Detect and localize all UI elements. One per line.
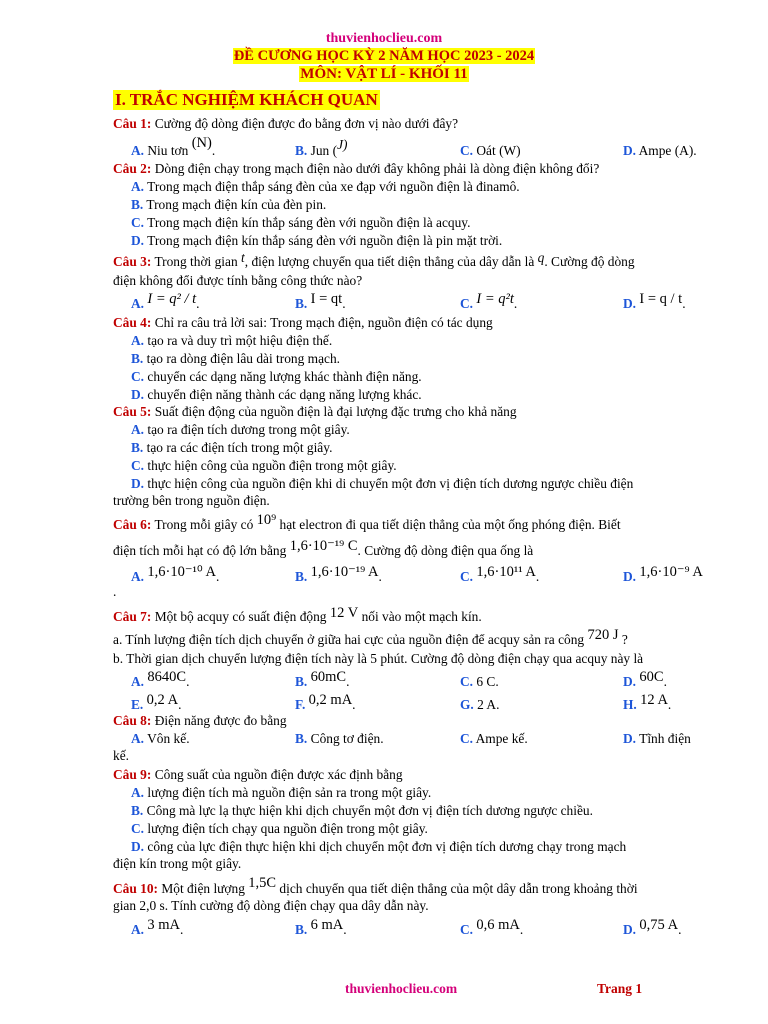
q1-option-a	[131, 135, 216, 160]
option-text: thực hiện công của nguồn điện trong một giây.	[147, 458, 397, 473]
option-end: .	[667, 697, 672, 712]
question-7	[113, 605, 482, 626]
question-8	[113, 713, 287, 728]
option-text: Ampe kế.	[475, 731, 528, 746]
q6-option-a	[131, 564, 220, 586]
option-text: Vôn kế.	[147, 731, 190, 746]
option-math: I = qt	[310, 291, 343, 307]
option-label: B.	[131, 351, 144, 366]
option-label: A.	[131, 333, 145, 348]
q6-option-d	[623, 564, 703, 586]
option-end: .	[346, 674, 350, 689]
q5-option-c	[131, 458, 397, 473]
option-label: C.	[460, 569, 474, 584]
option-end: .	[178, 697, 182, 712]
q2-option-a	[131, 179, 520, 194]
question-text: dịch chuyển qua tiết diện thẳng của một dây dẫn trong khoảng thời	[279, 881, 638, 896]
option-label: D.	[623, 922, 637, 937]
option-end: .	[678, 922, 682, 937]
option-text: tạo ra các điện tích trong một giây.	[146, 440, 333, 455]
option-label: D.	[131, 476, 145, 491]
q5-option-a	[131, 422, 350, 437]
option-math: 1,6·10¹¹ A	[476, 564, 536, 580]
q2-option-d	[131, 233, 502, 248]
question-9	[113, 767, 403, 782]
option-math: 1,6·10⁻¹⁰ A	[147, 564, 216, 580]
option-label: E.	[131, 697, 144, 712]
q7-option-f	[295, 692, 356, 714]
option-math: I = q² / t	[147, 291, 197, 307]
option-text: 6 C.	[476, 674, 499, 689]
q7-part-a	[113, 627, 628, 649]
question-3	[113, 250, 635, 269]
question-text: Trong thời gian	[154, 254, 238, 269]
option-math: (N)	[191, 135, 212, 151]
q6-option-c	[460, 564, 540, 586]
q8-option-a	[131, 731, 190, 746]
q4-option-c	[131, 369, 422, 384]
option-text: thực hiện công của nguồn điện khi di chuyển một đơn vị điện tích dương ngược chiều điện	[147, 476, 634, 491]
option-text: Tĩnh điện	[639, 731, 691, 746]
q3-option-d	[623, 291, 686, 313]
option-text: Ampe (A).	[638, 143, 697, 158]
option-text: Trong mạch điện kín thắp sáng đèn với nguồn điện là pin mặt trời.	[147, 233, 503, 248]
option-text: Trong mạch điện kín của đèn pin.	[146, 197, 327, 212]
document-subtitle-text: MÔN: VẬT LÍ - KHỐI 11	[300, 66, 468, 82]
question-text: Cường độ dòng điện được đo bằng đơn vị nào dưới đây?	[154, 116, 459, 131]
option-end: .	[535, 569, 540, 584]
option-label: A.	[131, 674, 145, 689]
question-text: . Cường độ dòng	[544, 254, 635, 269]
option-math: 0,2 A	[146, 692, 179, 708]
option-label: C.	[460, 674, 474, 689]
option-text: công của lực điện thực hiện khi dịch chuyển một đơn vị điện tích dương chạy trong mạch	[147, 839, 627, 854]
q10-line2: gian 2,0 s. Tính cường độ dòng điện chạy qua dây dẫn này.	[113, 898, 429, 913]
option-text: tạo ra dòng điện lâu dài trong mạch.	[146, 351, 341, 366]
option-end: .	[180, 922, 184, 937]
option-label: C.	[460, 143, 474, 158]
question-number: Câu 4:	[113, 315, 152, 330]
option-end: .	[343, 922, 347, 937]
option-text: 2 A.	[477, 697, 500, 712]
q3-option-c	[460, 291, 518, 313]
option-label: F.	[295, 697, 306, 712]
q10-option-b	[295, 917, 347, 939]
option-end: .	[378, 569, 382, 584]
math-value: 12 V	[329, 605, 359, 621]
option-label: C.	[460, 731, 474, 746]
question-number: Câu 3:	[113, 254, 152, 269]
question-number: Câu 10:	[113, 881, 159, 896]
option-label: A.	[131, 179, 145, 194]
option-label: D.	[131, 839, 145, 854]
option-math: 60mC	[310, 669, 347, 685]
question-text: Suất điện động của nguồn điện là đại lượng đặc trưng cho khả năng	[154, 404, 517, 419]
option-end: .	[682, 296, 686, 311]
option-math: 3 mA	[147, 917, 181, 933]
q1-option-b	[295, 137, 348, 158]
q10-option-a	[131, 917, 184, 939]
option-label: A.	[131, 785, 145, 800]
question-number: Câu 6:	[113, 517, 152, 532]
document-title	[0, 48, 768, 65]
q7-option-a	[131, 669, 190, 691]
footer-page-number: Trang 1	[597, 981, 643, 996]
math-var: q	[537, 250, 545, 265]
option-math: J)	[337, 137, 348, 152]
option-math: 6 mA	[310, 917, 344, 933]
q4-option-d	[131, 387, 422, 402]
q9-option-d-line2: điện kín trong một giây.	[113, 856, 242, 871]
option-label: D.	[131, 233, 145, 248]
option-label: A.	[131, 422, 145, 437]
question-number: Câu 9:	[113, 767, 152, 782]
question-number: Câu 7:	[113, 609, 152, 624]
q2-option-c	[131, 215, 470, 230]
option-end: .	[215, 569, 220, 584]
option-text: Jun (	[310, 143, 338, 158]
question-6	[113, 512, 621, 534]
option-text: lượng điện tích mà nguồn điện sản ra trong một giây.	[147, 785, 432, 800]
option-end: .	[513, 296, 518, 311]
option-label: B.	[295, 731, 308, 746]
q5-option-d	[131, 476, 633, 491]
q7-part-b: b. Thời gian dịch chuyển lượng điện tích này là 5 phút. Cường độ dòng điện chạy qua acquy này là	[113, 651, 644, 666]
option-end: .	[196, 296, 200, 311]
option-label: B.	[295, 922, 308, 937]
question-10	[113, 875, 638, 898]
option-label: D.	[623, 731, 637, 746]
math-value: 720 J	[587, 627, 619, 643]
option-label: C.	[131, 458, 145, 473]
option-label: B.	[295, 296, 308, 311]
question-number: Câu 2:	[113, 161, 152, 176]
q7-option-g	[460, 697, 499, 712]
option-text: Trong mạch điện thắp sáng đèn của xe đạp với nguồn điện là đinamô.	[147, 179, 520, 194]
question-text: hạt electron đi qua tiết diện thẳng của một ống phóng điện. Biết	[279, 517, 621, 532]
option-label: B.	[295, 674, 308, 689]
option-text: Niu tơn	[147, 143, 189, 158]
q9-option-b	[131, 803, 593, 818]
option-text: Công tơ điện.	[310, 731, 384, 746]
q9-option-a	[131, 785, 431, 800]
option-end: .	[663, 674, 667, 689]
question-text: , điện lượng chuyển qua tiết diện thẳng của dây dẫn là	[244, 254, 535, 269]
option-math: I = q / t	[639, 291, 683, 307]
option-label: C.	[460, 922, 474, 937]
option-math: 8640C	[147, 669, 187, 685]
math-value: 10⁹	[256, 512, 277, 528]
question-1	[113, 116, 458, 131]
option-label: C.	[131, 215, 145, 230]
option-math: 60C	[639, 669, 664, 685]
option-math: 0,75 A	[639, 917, 679, 933]
q7-option-c	[460, 674, 499, 689]
q8-option-c	[460, 731, 528, 746]
option-label: C.	[460, 296, 474, 311]
option-label: A.	[131, 569, 145, 584]
q6-trail: .	[113, 584, 117, 599]
option-label: A.	[131, 296, 145, 311]
option-text: Oát (W)	[476, 143, 521, 158]
option-label: D.	[623, 143, 637, 158]
document-subtitle	[0, 66, 768, 83]
option-label: A.	[131, 922, 145, 937]
math-value: 1,6·10⁻¹⁹ C	[289, 538, 358, 554]
question-number: Câu 5:	[113, 404, 152, 419]
question-4	[113, 315, 493, 330]
question-text: nối vào một mạch kín.	[361, 609, 482, 624]
q4-option-a	[131, 333, 332, 348]
q8-option-b	[295, 731, 384, 746]
q9-option-d	[131, 839, 626, 854]
q5-option-d-line2: trường bên trong nguồn điện.	[113, 493, 270, 508]
option-text: chuyển các dạng năng lượng khác thành điện năng.	[147, 369, 422, 384]
math-value: 1,5C	[248, 875, 277, 891]
question-text: Chỉ ra câu trả lời sai: Trong mạch điện, nguồn điện có tác dụng	[154, 315, 493, 330]
site-header: thuvienhoclieu.com	[325, 31, 443, 46]
q6-line2	[113, 538, 534, 560]
q1-option-c	[460, 143, 521, 158]
option-text: tạo ra điện tích dương trong một giây.	[147, 422, 350, 437]
question-2	[113, 161, 599, 176]
q2-option-b	[131, 197, 326, 212]
question-number: Câu 8:	[113, 713, 152, 728]
footer-site: thuvienhoclieu.com	[345, 981, 458, 996]
option-label: A.	[131, 143, 145, 158]
q3-line2: điện không đổi được tính bằng công thức nào?	[113, 273, 363, 288]
q8-option-d	[623, 731, 691, 746]
q1-option-d	[623, 143, 697, 158]
q9-option-c	[131, 821, 428, 836]
question-text: Công suất của nguồn điện được xác định bằng	[154, 767, 403, 782]
option-label: D.	[623, 674, 637, 689]
question-number: Câu 1:	[113, 116, 152, 131]
question-text: Một điện lượng	[161, 881, 245, 896]
q7-option-e	[131, 692, 182, 714]
option-label: H.	[623, 697, 637, 712]
option-label: D.	[131, 387, 145, 402]
q5-option-b	[131, 440, 332, 455]
option-end: .	[211, 143, 216, 158]
question-text: Trong mỗi giây có	[154, 517, 254, 532]
question-text: . Cường độ dòng điện qua ống là	[357, 543, 534, 558]
question-5	[113, 404, 517, 419]
q4-option-b	[131, 351, 340, 366]
option-label: C.	[131, 369, 145, 384]
q10-option-d	[623, 917, 682, 939]
option-label: G.	[460, 697, 474, 712]
q7-option-h	[623, 692, 672, 714]
section-heading: I. TRẮC NGHIỆM KHÁCH QUAN	[115, 90, 378, 109]
option-end: .	[342, 296, 346, 311]
question-text: Một bộ acquy có suất điện động	[154, 609, 327, 624]
option-text: lượng điện tích chạy qua nguồn điện trong một giây.	[147, 821, 428, 836]
option-end: .	[352, 697, 356, 712]
option-text: tạo ra và duy trì một hiệu điện thế.	[147, 333, 333, 348]
option-label: B.	[295, 569, 308, 584]
option-math: 12 A	[640, 692, 668, 708]
option-end: .	[186, 674, 190, 689]
math-var: t	[241, 250, 245, 265]
option-math: 1,6·10⁻⁹ A	[639, 564, 703, 580]
question-text: Dòng điện chạy trong mạch điện nào dưới đây không phải là dòng điện không đổi?	[154, 161, 600, 176]
document-title-text: ĐỀ CƯƠNG HỌC KỲ 2 NĂM HỌC 2023 - 2024	[233, 48, 535, 64]
option-label: D.	[623, 296, 637, 311]
q8-option-d-line2: kế.	[113, 748, 129, 763]
option-text: Công mà lực lạ thực hiện khi dịch chuyển một đơn vị điện tích dương ngược chiều.	[146, 803, 593, 818]
option-math: 1,6·10⁻¹⁹ A	[310, 564, 379, 580]
option-label: A.	[131, 731, 145, 746]
q7-option-b	[295, 669, 350, 691]
option-label: C.	[131, 821, 145, 836]
question-text: ?	[621, 632, 628, 647]
option-math: I = q²t	[476, 291, 514, 307]
option-label: B.	[131, 803, 144, 818]
q7-option-d	[623, 669, 667, 691]
question-text: a. Tính lượng điện tích dịch chuyển ở giữa hai cực của nguồn điện để acquy sản ra công	[113, 632, 585, 647]
option-end: .	[519, 922, 524, 937]
option-math: 0,2 mA	[308, 692, 353, 708]
option-text: Trong mạch điện kín thắp sáng đèn với nguồn điện là acquy.	[147, 215, 471, 230]
q10-option-c	[460, 917, 524, 939]
q3-option-b	[295, 291, 346, 313]
option-label: B.	[131, 440, 144, 455]
option-label: D.	[623, 569, 637, 584]
q3-option-a	[131, 291, 200, 313]
question-text: điện tích mỗi hạt có độ lớn bằng	[113, 543, 287, 558]
q6-option-b	[295, 564, 382, 586]
option-math: 0,6 mA	[476, 917, 520, 933]
option-label: B.	[131, 197, 144, 212]
option-label: B.	[295, 143, 308, 158]
question-text: Điện năng được đo bằng	[154, 713, 287, 728]
option-text: chuyển điện năng thành các dạng năng lượng khác.	[147, 387, 422, 402]
